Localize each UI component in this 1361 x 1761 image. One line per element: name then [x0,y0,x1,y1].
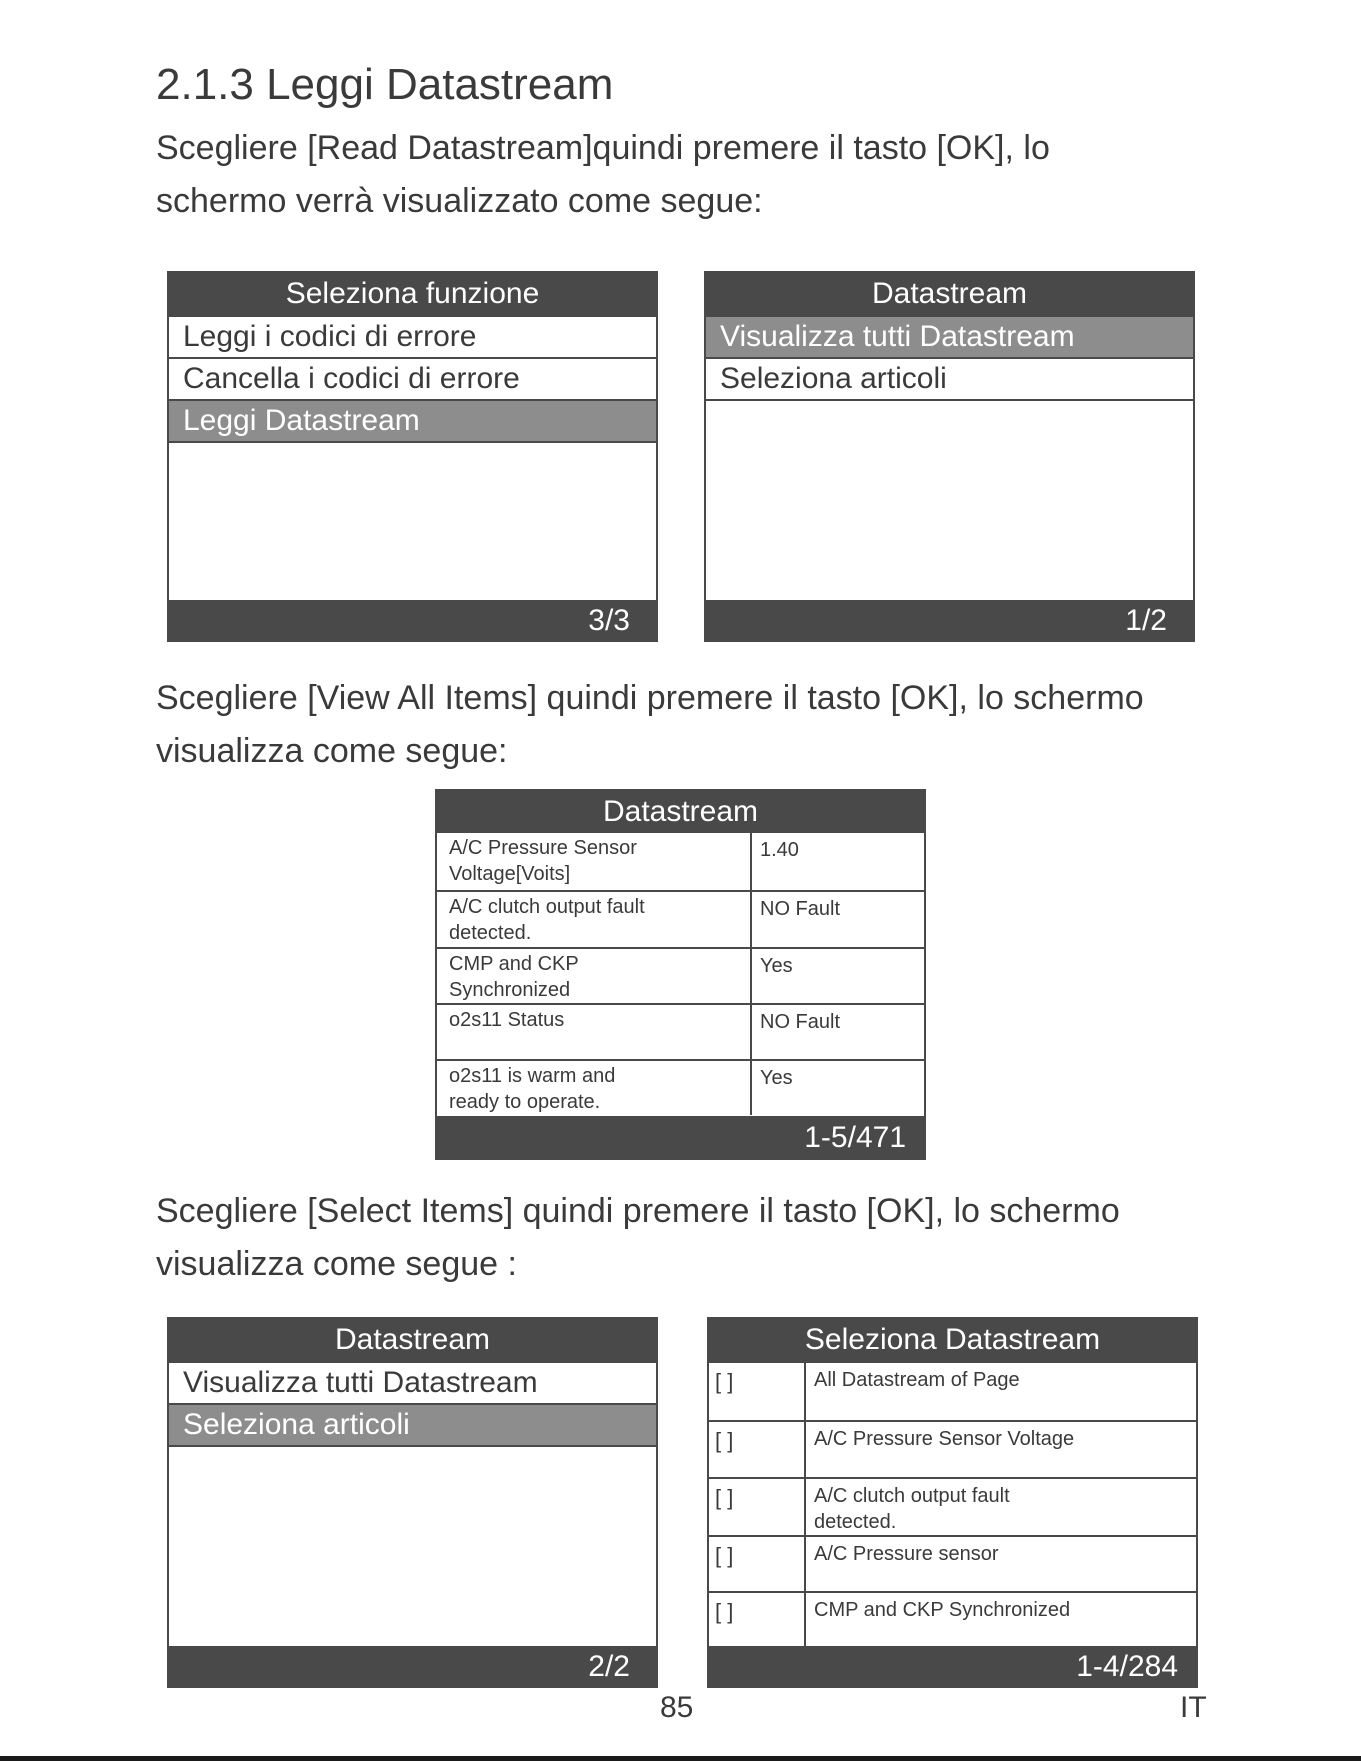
screen-title: Seleziona funzione [285,277,540,310]
page-indicator: 1-4/284 [1076,1650,1178,1683]
screen-title: Datastream [602,795,759,828]
screen-title: Seleziona Datastream [804,1323,1101,1356]
checkbox[interactable]: [ ] [709,1478,805,1536]
pid-value: NO Fault [751,891,924,948]
screen-select-datastream [707,1317,1198,1688]
screen-menu [706,317,1193,600]
screen-title: Datastream [871,277,1028,310]
pid-name: A/C Pressure Sensor Voltage [805,1421,1196,1478]
menu-item-select-items[interactable]: Seleziona articoli [169,1405,656,1447]
table-row[interactable] [437,1060,924,1115]
pid-value: Yes [760,1067,793,1089]
language-code: IT [1180,1691,1207,1724]
screen-select-function [167,271,658,642]
menu-item-view-all-datastream[interactable]: Visualizza tutti Datastream [706,317,1193,359]
pid-name: CMP and CKP Synchronized [437,948,751,1004]
menu-item-read-datastream[interactable]: Leggi Datastream [169,401,656,443]
pid-name: A/C Pressure Sensor Voltage[Voits] [437,833,751,891]
checkbox[interactable]: [ ] [709,1536,805,1592]
table-row[interactable] [437,948,924,1004]
pid-value: Yes [751,948,924,1004]
pid-value: NO Fault [751,1004,924,1060]
table-row[interactable] [437,1004,924,1060]
intro-paragraph [156,122,1050,228]
checkbox[interactable]: [ ] [709,1363,805,1421]
table-row[interactable] [709,1592,1196,1646]
page-number: 85 [660,1691,694,1724]
section-heading: 2.1.3 Leggi Datastream [156,60,614,109]
table-row[interactable] [437,891,924,948]
pid-name: A/C clutch output fault detected. [805,1478,1196,1536]
datastream-table-area [437,833,924,1116]
page-indicator: 1-5/471 [804,1121,906,1154]
select-datastream-table [709,1363,1196,1646]
select-items-paragraph [156,1185,1120,1291]
screen-menu [169,1363,656,1646]
menu-item-read-codes[interactable]: Leggi i codici di errore [169,317,656,359]
intro-line-1: Scegliere [Read Datastream]quindi premere il tasto [OK], lo [156,129,1050,167]
checkbox[interactable]: [ ] [709,1592,805,1646]
view-all-line-1: Scegliere [View All Items] quindi premere il tasto [OK], lo schermo [156,679,1144,717]
pid-name: A/C Pressure sensor [805,1536,1196,1592]
page-indicator: 3/3 [588,604,630,637]
checkbox[interactable]: [ ] [709,1421,805,1478]
pid-name: o2s11 Status [437,1004,751,1060]
select-items-line-1: Scegliere [Select Items] quindi premere il tasto [OK], lo schermo [156,1192,1120,1230]
table-row[interactable] [709,1536,1196,1592]
table-row[interactable] [709,1363,1196,1421]
screen-datastream-menu-2 [167,1317,658,1688]
menu-item-select-items[interactable]: Seleziona articoli [706,359,1193,401]
page-indicator: 2/2 [588,1650,630,1683]
bottom-rule [0,1756,1361,1761]
datastream-table [437,833,924,1115]
table-row[interactable] [709,1478,1196,1536]
screen-datastream-values [435,789,926,1160]
select-table-area [709,1363,1196,1646]
menu-item-clear-codes[interactable]: Cancella i codici di errore [169,359,656,401]
pid-name: All Datastream of Page [805,1363,1196,1421]
table-row[interactable] [437,833,924,891]
pid-name: CMP and CKP Synchronized [814,1599,1071,1621]
select-items-line-2: visualizza come segue : [156,1245,517,1283]
view-all-line-2: visualizza come segue: [156,732,508,770]
table-row[interactable] [709,1421,1196,1478]
pid-name: A/C clutch output fault detected. [437,891,751,948]
menu-item-view-all-datastream[interactable]: Visualizza tutti Datastream [169,1363,656,1405]
screen-datastream-menu [704,271,1195,642]
intro-line-2: schermo verrà visualizzato come segue: [156,182,763,220]
screen-menu [169,317,656,600]
view-all-paragraph [156,672,1144,778]
pid-value: 1.40 [751,833,924,891]
page-indicator: 1/2 [1125,604,1167,637]
pid-name: o2s11 is warm and ready to operate. [437,1060,751,1115]
screen-title: Datastream [334,1323,491,1356]
